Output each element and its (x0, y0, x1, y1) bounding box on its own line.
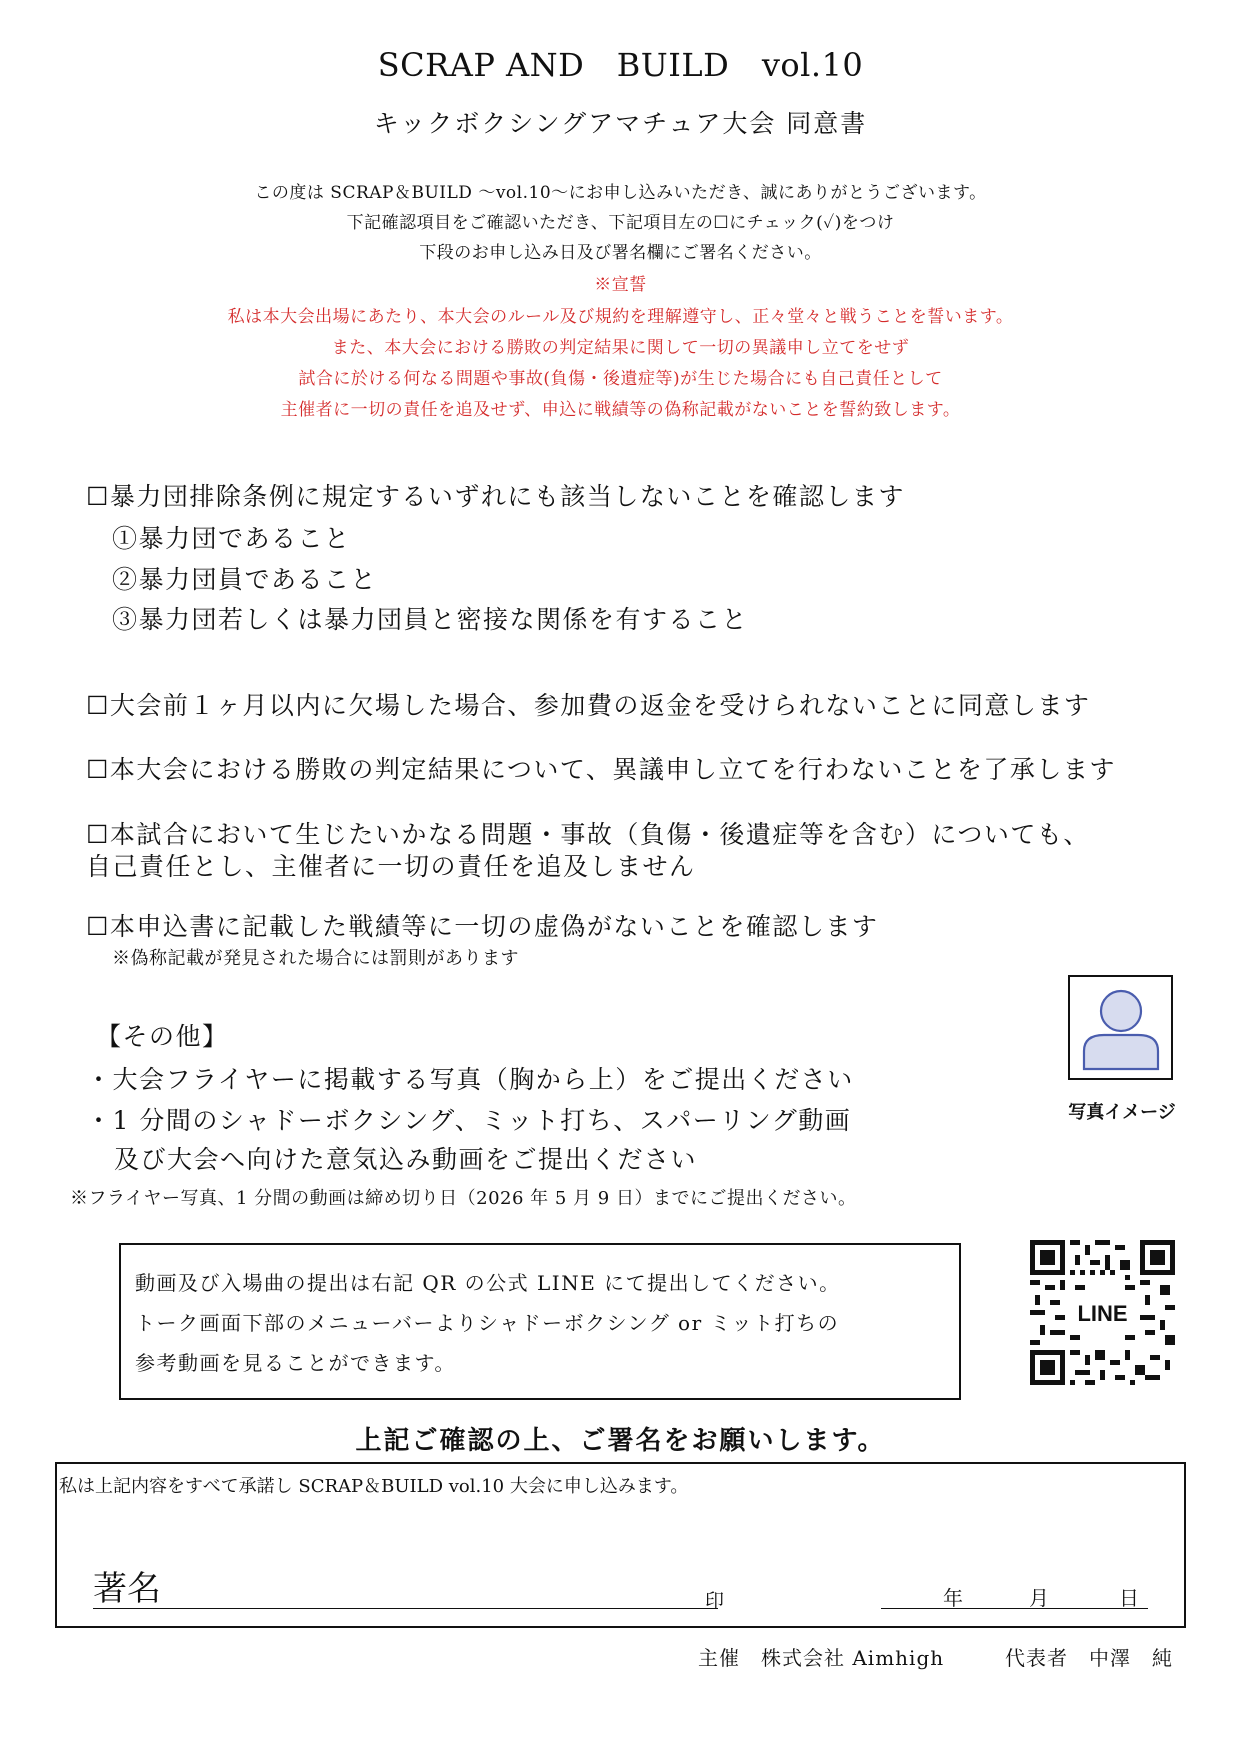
document-title: SCRAP AND BUILD vol.10 (377, 46, 864, 84)
oath-line-2: また、本大会における勝敗の判定結果に関して一切の異議申し立てをせず (331, 338, 910, 358)
footer-organizer: 主催 株式会社 Aimhigh (698, 1646, 945, 1670)
checklist-item-antigang[interactable]: ☐暴力団排除条例に規定するいずれにも該当しないことを確認します (86, 482, 905, 511)
date-field[interactable] (881, 1608, 1148, 1609)
person-silhouette-icon (1070, 977, 1171, 1078)
other-bullet-photo: ・大会フライヤーに掲載する写真（胸から上）をご提出ください (86, 1065, 854, 1094)
checklist-item-responsibility[interactable]: ☐本試合において生じたいかなる問題・事故（負傷・後遺症等を含む）についても、 (86, 820, 1090, 849)
checklist-record-note: ※偽称記載が発見された場合には罰則があります (112, 948, 519, 969)
line-info-line-3: 参考動画を見ることができます。 (135, 1351, 456, 1375)
checklist-item-refund[interactable]: ☐大会前１ヶ月以内に欠場した場合、参加費の返金を受けられないことに同意します (86, 691, 1091, 720)
photo-sample-label: 写真イメージ (1068, 1102, 1176, 1123)
document-subtitle: キックボクシングアマチュア大会 同意書 (373, 109, 868, 138)
checklist-item-judgement[interactable]: ☐本大会における勝敗の判定結果について、異議申し立てを行わないことを了承します (86, 755, 1116, 784)
other-bullet-video: ・1 分間のシャドーボクシング、ミット打ち、スパーリング動画 (86, 1106, 852, 1135)
signature-label: 著名 (93, 1569, 161, 1609)
other-deadline-note: ※フライヤー写真、1 分間の動画は締め切り日（2026 年 5 月 9 日）までにご提出ください。 (70, 1188, 857, 1209)
seal-label: 印 (705, 1590, 725, 1612)
intro-line-1: この度は SCRAP＆BUILD ～vol.10～にお申し込みいただき、誠にありがとうございます。 (254, 183, 987, 203)
signature-box (55, 1462, 1186, 1628)
footer-representative: 代表者 中澤 純 (1005, 1646, 1173, 1670)
checklist-item-responsibility-cont: 自己責任とし、主催者に一切の責任を追及しません (86, 852, 696, 881)
oath-line-1: 私は本大会出場にあたり、本大会のルール及び規約を理解遵守し、正々堂々と戦うことを誓います。 (227, 307, 1014, 327)
checklist-subitem-1: ①暴力団であること (112, 524, 351, 553)
intro-line-3: 下段のお申し込み日及び署名欄にご署名ください。 (419, 243, 822, 263)
checklist-item-record[interactable]: ☐本申込書に記載した戦績等に一切の虚偽がないことを確認します (86, 912, 879, 941)
checklist-subitem-2: ②暴力団員であること (112, 565, 378, 594)
oath-heading: ※宣誓 (594, 275, 647, 295)
other-heading: 【その他】 (96, 1022, 229, 1051)
other-bullet-video-cont: 及び大会へ向けた意気込み動画をご提出ください (114, 1145, 698, 1174)
date-year-label: 年 (943, 1586, 963, 1610)
line-info-line-1: 動画及び入場曲の提出は右記 QR の公式 LINE にて提出してください。 (135, 1271, 841, 1295)
oath-line-3: 試合に於ける何なる問題や事故(負傷・後遺症等)が生じた場合にも自己責任として (298, 369, 943, 389)
date-day-label: 日 (1119, 1586, 1139, 1610)
oath-line-4: 主催者に一切の責任を追及せず、申込に戦績等の偽称記載がないことを誓約致します。 (280, 400, 961, 420)
line-qr-code[interactable] (1030, 1240, 1175, 1385)
signature-statement: 私は上記内容をすべて承諾し SCRAP＆BUILD vol.10 大会に申し込みます。 (59, 1476, 689, 1497)
checklist-subitem-3: ③暴力団若しくは暴力団員と密接な関係を有すること (112, 605, 749, 634)
date-month-label: 月 (1029, 1586, 1049, 1610)
intro-line-2: 下記確認項目をご確認いただき、下記項目左の☐にチェック(✓)をつけ (346, 213, 895, 233)
line-info-box (119, 1243, 961, 1400)
photo-sample-frame (1068, 975, 1173, 1080)
line-info-line-2: トーク画面下部のメニューバーよりシャドーボクシング or ミット打ちの (135, 1311, 840, 1335)
signature-request-heading: 上記ご確認の上、ご署名をお願いします。 (355, 1426, 886, 1456)
signature-field[interactable] (93, 1608, 718, 1609)
qr-line-label: LINE (1077, 1301, 1128, 1326)
